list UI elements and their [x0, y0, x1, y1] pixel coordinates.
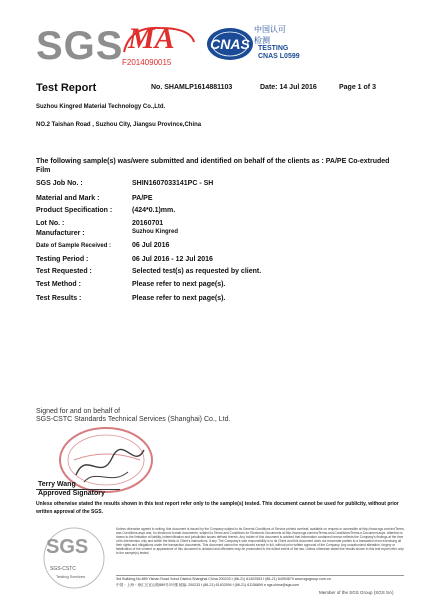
- field-label: Lot No. :: [36, 220, 65, 227]
- legal-text: Unless otherwise agreed in writing, this document is issued by the Company subject to its General Conditions of Service printed overleaf, available on request or accessible at http://www.sgs.com/en/Terms-and-Conditions.aspx and, for electronic format documents, subject to Terms and Conditions for Electronic Documents at http://www.sgs.com/en/Terms-and-Conditions/Terms-e-Document.aspx. Attention is drawn to the limitation of liability, indemnification and jurisdiction issues defined therein. Any holder of this document is advised that information contained hereon reflects the Company's findings at the time of its intervention only and within the limits of Client's instructions, if any. The Company's sole responsibility is to its Client and this document does not exonerate parties to a transaction from exercising all their rights and obligations under the transaction documents. This document cannot be reproduced except in full, without prior written approval of the Company. Any unauthorized alteration, forgery or falsification of the content or appearance of this document is unlawful and offenders may be prosecuted to the fullest extent of the law. Unless otherwise stated the results shown in this test report refer only to the sample(s) tested.: [116, 527, 405, 555]
- page-indicator: Page 1 of 3: [339, 84, 376, 91]
- field-label: Product Specification :: [36, 207, 113, 214]
- report-date: Date: 14 Jul 2016: [260, 84, 317, 91]
- signed-line-2: SGS-CSTC Standards Technical Services (Shanghai) Co., Ltd.: [36, 416, 231, 423]
- field-value: Suzhou Kingred: [132, 229, 178, 235]
- report-title: Test Report: [36, 82, 97, 94]
- sgs-logo: SGS: [36, 24, 124, 68]
- cnas-chinese: [254, 24, 286, 46]
- sample-intro: The following sample(s) was/were submitted and identified on behalf of the clients as : PA/PE Co-extruded Film: [36, 158, 390, 174]
- footer-address-en: 3rd Building,No.889 Yishan Road Xuhui District,Shanghai China 200233 t (86-21) 61402553 f (86-21) 64953679 www.sgsgroup.com.cn: [116, 577, 331, 581]
- company-stamp-icon: [56, 420, 160, 500]
- field-label: Date of Sample Received :: [36, 243, 112, 249]
- field-value: SHIN1607033141PC - SH: [132, 180, 214, 187]
- client-name: Suzhou Kingred Material Technology Co.,Ltd.: [36, 104, 166, 110]
- field-value: Selected test(s) as requested by client.: [132, 268, 262, 275]
- cnas-globe-icon: [206, 26, 254, 62]
- ma-logo: [120, 22, 198, 66]
- ma-letters: MA: [128, 22, 175, 55]
- field-value: PA/PE: [132, 195, 153, 202]
- field-value: (424*0.1)mm.: [132, 207, 176, 214]
- signatory-title: Approved Signatory: [38, 490, 105, 497]
- field-label: Test Results :: [36, 295, 82, 302]
- field-label: Test Requested :: [36, 268, 92, 275]
- sgs-footer-logo: [36, 526, 112, 590]
- field-label: Material and Mark :: [36, 195, 100, 202]
- results-disclaimer: Unless otherwise stated the results shown in this test report refer only to the sample(s) tested. This document cannot be used for publicity, without prior written approval of the SGS.: [36, 501, 399, 515]
- sgs-footer-sub: SGS-CSTC: [50, 566, 76, 572]
- field-label: Manufacturer :: [36, 230, 85, 237]
- cnas-cn-line2: 检测: [254, 36, 270, 45]
- field-value: 06 Jul 2016 - 12 Jul 2016: [132, 256, 213, 263]
- field-label: Test Method :: [36, 281, 81, 288]
- cnas-text: CNAS: [210, 36, 250, 52]
- sgs-footer-sub2: Testing Services: [56, 574, 86, 579]
- sgs-member-line: Member of the SGS Group (SGS SA): [319, 590, 394, 595]
- field-value: 20160701: [132, 220, 164, 227]
- field-value: Please refer to next page(s).: [132, 281, 226, 288]
- field-label: Testing Period :: [36, 256, 89, 263]
- field-value: 06 Jul 2016: [132, 242, 170, 249]
- cnas-number: CNAS L0599: [258, 53, 300, 60]
- cnas-cn-line1: 中国认可: [254, 25, 286, 34]
- client-address: NO.2 Taishan Road , Suzhou City, Jiangsu Province,China: [36, 122, 202, 128]
- report-number: No. SHAMLP1614881103: [151, 84, 233, 91]
- signatory-name: Terry Wang: [38, 481, 76, 488]
- cnas-logo: [206, 26, 254, 62]
- field-value: Please refer to next page(s).: [132, 295, 226, 302]
- signed-line-1: Signed for and on behalf of: [36, 408, 121, 415]
- footer-address-cn: 中国・上海・徐汇区宜山路889号3号楼 邮编: 200233 t (86-21) 61402594 f (86-21) 61156899 e sgs.china@sgs.com: [116, 583, 300, 587]
- ma-code: F2014090015: [122, 58, 172, 67]
- cnas-side: [258, 45, 300, 61]
- cnas-testing: TESTING: [258, 45, 289, 52]
- footer-divider: [116, 575, 404, 576]
- sgs-footer-logo-text: SGS: [46, 536, 89, 558]
- field-label: SGS Job No. :: [36, 180, 83, 187]
